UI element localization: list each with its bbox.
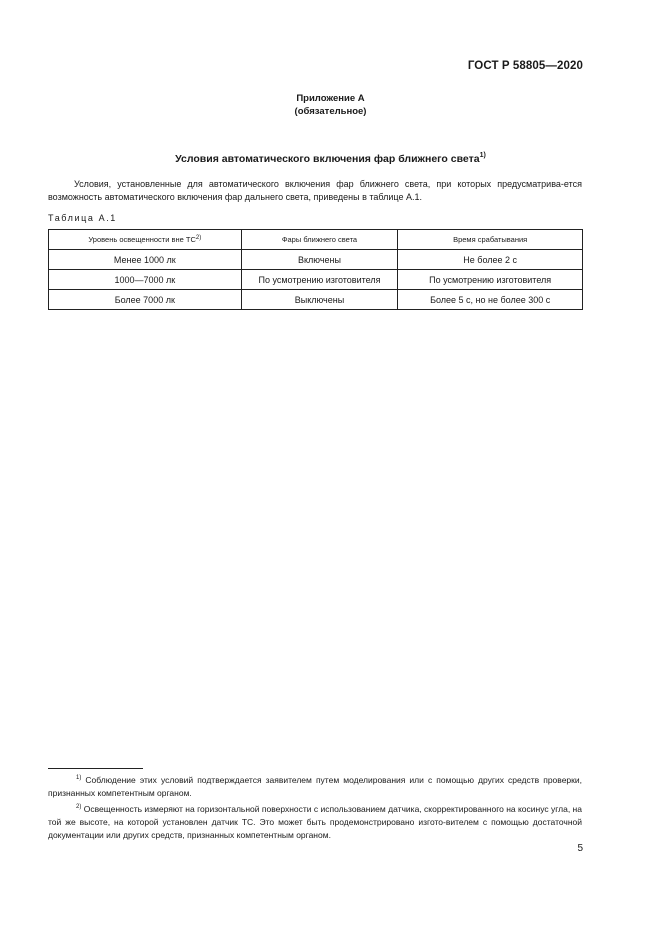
header-label: Уровень освещенности вне ТС <box>88 235 196 244</box>
table-cell: По усмотрению изготовителя <box>398 270 583 290</box>
table-cell: 1000—7000 лк <box>49 270 242 290</box>
table-cell: Менее 1000 лк <box>49 250 242 270</box>
header-label: Время срабатывания <box>453 235 528 244</box>
section-title <box>0 152 661 165</box>
body-paragraph-text: Условия, установленные для автоматического включения фар ближнего света, при которых предусматрива-ется возможность автоматического включения фар дальнего света, приведены в таблице А.1. <box>48 179 582 202</box>
table-row <box>49 290 583 310</box>
footnote-1 <box>48 772 582 800</box>
table-header-cell <box>49 230 242 250</box>
footnote-ref-1: 1) <box>479 152 486 159</box>
header-label: Фары ближнего света <box>281 235 358 244</box>
table-cell: Более 7000 лк <box>49 290 242 310</box>
table-cell: Выключены <box>241 290 398 310</box>
footnote-marker: 1) <box>76 775 82 781</box>
section-title-text: Условия автоматического включения фар ближнего света <box>175 153 480 165</box>
footnote-marker: 2) <box>76 804 82 810</box>
appendix-status: (обязательное) <box>294 106 367 117</box>
table-header-cell <box>241 230 398 250</box>
table-cell: Более 5 с, но не более 300 с <box>398 290 583 310</box>
appendix-title: Приложение А <box>296 93 365 104</box>
table-header-row <box>49 230 583 250</box>
table-caption: Таблица А.1 <box>48 213 117 223</box>
page-number: 5 <box>577 843 583 854</box>
footnote-ref-2: 2) <box>195 235 202 241</box>
footnote-text: Освещенность измеряют на горизонтальной поверхности с использованием датчика, скорректированного на косинус угла, на той же высоте, на которой установлен датчик ТС. Это может быть продемонстрировано изгото-вителем с помощью достаточной документации или других средств, признанных компетентным органом. <box>48 804 582 840</box>
appendix-heading <box>0 92 661 118</box>
footnote-2 <box>48 801 582 842</box>
table-row <box>49 250 583 270</box>
table-row <box>49 270 583 290</box>
footnote-text: Соблюдение этих условий подтверждается заявителем путем моделирования или с помощью других средств проверки, признанных компетентным органом. <box>48 775 582 798</box>
table-cell: Включены <box>241 250 398 270</box>
table-cell: Не более 2 с <box>398 250 583 270</box>
body-paragraph <box>48 178 582 204</box>
table-header-cell <box>398 230 583 250</box>
footnote-divider <box>48 768 143 769</box>
data-table <box>48 229 583 310</box>
document-code: ГОСТ Р 58805—2020 <box>467 60 583 72</box>
table-cell: По усмотрению изготовителя <box>241 270 398 290</box>
